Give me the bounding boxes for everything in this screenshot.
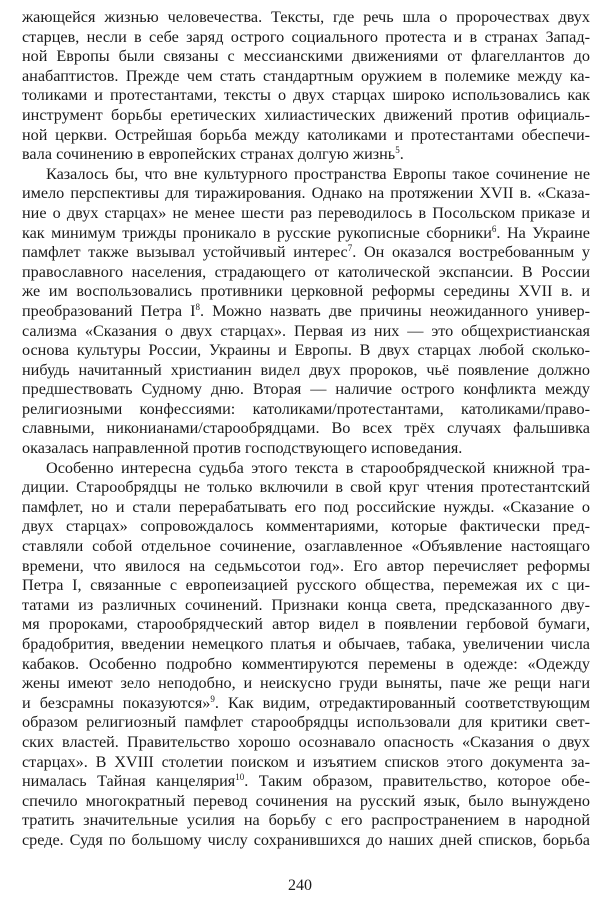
footnote-ref: 8: [195, 301, 201, 312]
text-segment: ной Европы были связаны с мессианскими движениями от флагеллантов до: [22, 47, 590, 66]
text-line: [22, 361, 590, 381]
text-line: [22, 224, 590, 244]
footnote-ref: 6: [491, 223, 497, 234]
text-segment: тратить значительные усилия на борьбу с его распространением в народной: [22, 811, 590, 830]
text-segment: как минимум трижды проникало в русские рукописные сборники: [22, 223, 492, 242]
text-line: [22, 243, 590, 263]
text-line: [22, 635, 590, 655]
text-segment: времени, что явилося на седьмьсотои год». Его автор перечисляет реформы: [22, 556, 590, 575]
paragraph: [22, 459, 590, 851]
text-segment: нибудь начитанный христианин видел двух пророков, чьё появление должно: [22, 360, 590, 379]
paragraph: [22, 8, 590, 165]
paragraph: [22, 165, 590, 459]
text-line: [22, 145, 590, 165]
text-line: [22, 772, 590, 792]
text-line: [22, 419, 590, 439]
text-segment: мя пророками, старообрядческий автор видел в появлении гербовой бумаги,: [22, 615, 590, 634]
text-line: [22, 596, 590, 616]
text-segment: татами из различных сочинений. Признаки конца света, предсказанного дву-: [22, 595, 590, 614]
text-segment: старцах». В XVIII столетии поиском и изъятием списков этого документа за-: [22, 752, 590, 771]
text-line: [22, 126, 590, 146]
text-line: [22, 753, 590, 773]
text-line: [22, 341, 590, 361]
text-segment: преобразований Петра I: [22, 301, 196, 320]
text-line: [22, 811, 590, 831]
text-segment: двух старцах» сопровождалось комментариями, которые фактически пред-: [22, 517, 590, 536]
text-segment: . На Украине: [496, 223, 590, 242]
text-line: [22, 67, 590, 87]
text-line: [22, 263, 590, 283]
text-segment: основа культуры России, Украины и Европы. В двух старцах любой сколько-: [22, 341, 590, 360]
text-line: [22, 576, 590, 596]
text-line: [22, 28, 590, 48]
text-line: [22, 165, 590, 185]
text-segment: спечило многократный перевод сочинения на русский язык, было вынуждено: [22, 791, 590, 810]
text-segment: ских властей. Правительство хорошо осознавало опасность «Сказания о двух: [22, 732, 590, 751]
text-segment: кабаков. Особенно подробно комментируются перемены в одежде: «Одежду: [22, 654, 590, 673]
text-line: [22, 478, 590, 498]
text-segment: и безсрамны показуются»: [22, 693, 211, 712]
text-segment: образом религиозный памфлет старообрядцы использовали для критики свет-: [22, 713, 590, 732]
footnote-ref: 9: [210, 693, 215, 704]
text-line: [22, 400, 590, 420]
text-line: [22, 204, 590, 224]
text-segment: ставляли собой отдельное сочинение, озаглавленное «Объявление настоящаго: [22, 537, 590, 556]
text-segment: инструмент борьбы еретических хилиастических движений против официаль-: [22, 105, 590, 124]
text-line: [22, 655, 590, 675]
text-line: [22, 831, 590, 851]
text-segment: анабаптистов. Прежде чем стать стандартным оружием в полемике между ка-: [22, 66, 590, 85]
text-line: [22, 498, 590, 518]
text-segment: Казалось бы, что вне культурного пространства Европы такое сочинение не: [46, 164, 590, 183]
text-segment: среде. Судя по большому числу сохранившихся до наших дней списков, борьба: [22, 830, 590, 849]
text-segment: сализма «Сказания о двух старцах». Первая из них — это общехристианская: [22, 321, 590, 340]
text-line: [22, 537, 590, 557]
text-line: [22, 106, 590, 126]
text-segment: оказалась направленной против господствующего исповедания.: [22, 439, 463, 458]
text-segment: славными, никонианами/старообрядцами. Во всех трёх случаях фальшивка: [22, 419, 590, 438]
text-line: [22, 517, 590, 537]
text-line: [22, 8, 590, 28]
text-line: [22, 674, 590, 694]
text-line: [22, 733, 590, 753]
text-segment: . Можно назвать две причины неожиданного универ-: [200, 301, 590, 320]
text-segment: предшествовать Судному дню. Вторая — наличие острого конфликта между: [22, 380, 590, 399]
text-line: [22, 47, 590, 67]
text-segment: ной церкви. Острейшая борьба между католиками и протестантами обеспечи-: [22, 125, 590, 144]
text-line: [22, 459, 590, 479]
text-segment: Петра I, связанные с европеизацией русского общества, перемежая их с ци-: [22, 576, 590, 595]
footnote-ref: 5: [395, 145, 400, 156]
text-line: [22, 694, 590, 714]
text-segment: жающейся жизнью человечества. Тексты, где речь шла о пророчествах двух: [22, 8, 590, 26]
text-segment: жены имеют зело неподобно, и неискусно груди выняты, паче же рещи наги: [22, 674, 590, 693]
text-segment: памфлет также вызывал устойчивый интерес: [22, 243, 348, 262]
text-segment: старцев, несли в себе заряд острого социального протеста и в странах Запад-: [22, 27, 590, 46]
text-segment: православного населения, страдающего от католической экспансии. В России: [22, 262, 590, 281]
text-segment: ние о двух старцах» не менее шести раз переводилось в Посольском приказе и: [22, 203, 590, 222]
text-segment: памфлет, но и стали перерабатывать его под российские нужды. «Сказание о: [22, 497, 590, 516]
text-segment: .: [399, 145, 404, 164]
text-segment: брадобрития, введении немецкого платья и обычаев, табака, увеличении числа: [22, 635, 590, 653]
text-segment: толиками и протестантами, тексты о двух старцах широко использовались как: [22, 86, 590, 105]
text-segment: имело перспективы для тиражирования. Однако на протяжении XVII в. «Сказа-: [22, 184, 590, 203]
text-segment: нималась Тайная канцелярия: [22, 772, 236, 791]
text-segment: же им воспользовались противники церковной реформы середины XVII в. и: [22, 282, 590, 301]
text-line: [22, 322, 590, 342]
text-line: [22, 380, 590, 400]
text-line: [22, 792, 590, 812]
page-number: 240: [288, 877, 312, 894]
text-segment: вала сочинению в европейских странах долгую жизнь: [22, 145, 396, 164]
text-segment: религиозными конфессиями: католиками/протестантами, католиками/право-: [22, 399, 590, 418]
footnote-ref: 10: [235, 772, 245, 783]
text-line: [22, 282, 590, 302]
text-line: [22, 302, 590, 322]
page-body: [22, 8, 590, 851]
text-segment: . Он оказался востребованным у: [352, 243, 590, 262]
text-line: [22, 557, 590, 577]
text-segment: диции. Старообрядцы не только включили в свой круг чтения протестантский: [22, 478, 590, 497]
text-segment: . Таким образом, правительство, которое обе-: [244, 772, 590, 791]
text-line: [22, 184, 590, 204]
text-line: [22, 86, 590, 106]
text-segment: Особенно интересна судьба этого текста в старообрядческой книжной тра-: [46, 458, 590, 477]
text-line: [22, 615, 590, 635]
text-segment: . Как видим, отредактированный соответствующим: [214, 693, 590, 712]
text-line: [22, 713, 590, 733]
text-line: [22, 439, 590, 459]
footnote-ref: 7: [347, 243, 353, 254]
